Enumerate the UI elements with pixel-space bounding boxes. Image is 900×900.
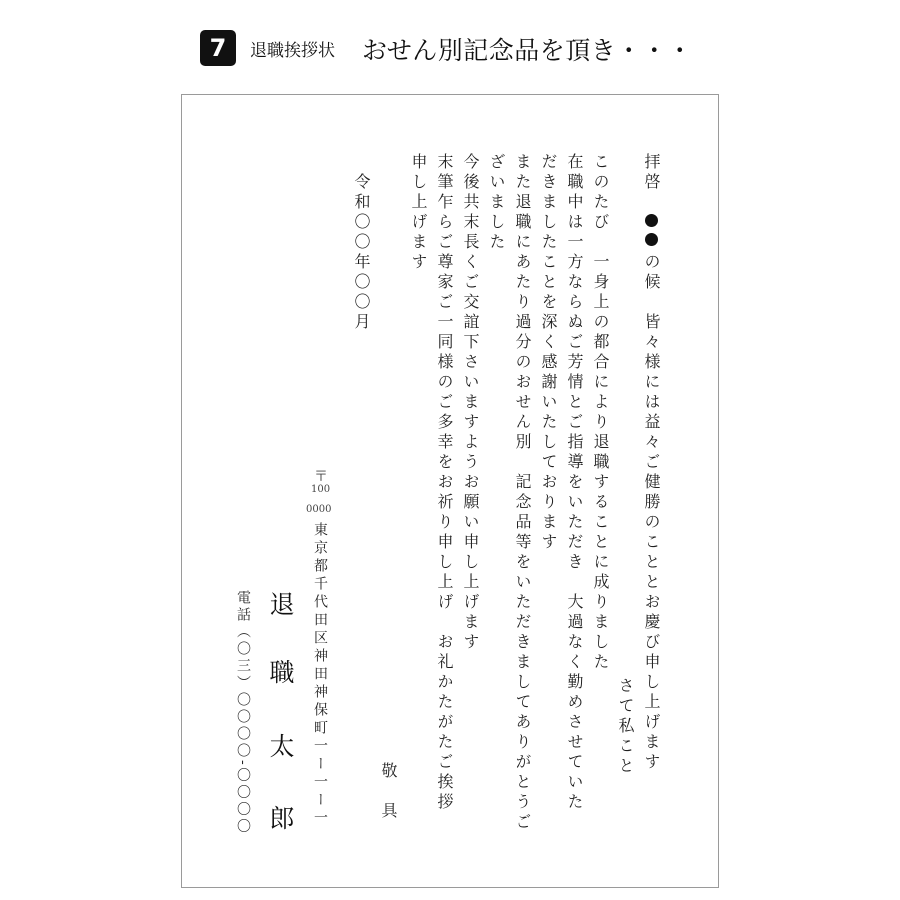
sender-name-char-2: 職 [269,658,295,687]
letter-body-line-1: このたび 一身上の都合により退職することに成りました [591,153,610,673]
letter-body-line-6: 今後共末長くご交誼下さいますようお願い申し上げます [461,153,480,653]
letter-body-line-8: 申し上げます [409,153,428,273]
date-line: 令和〇〇年〇〇月 [352,173,371,333]
letter-body-line-3: だきましたことを深く感謝いたしております [539,153,558,553]
sender-name-char-1: 退 [269,590,295,619]
item-number-badge: 7 [200,30,236,66]
greeting-opening: 拝啓 [642,153,661,193]
season-placeholder-mark-1 [645,214,658,227]
sender-address: 東京都千代田区神田神保町一ー一ー一 [312,522,328,828]
season-placeholder-mark-2 [645,233,658,246]
sender-name-char-3: 太 [269,732,295,761]
header [0,0,900,80]
template-title: おせん別記念品を頂き・・・ [362,36,693,65]
postal-code-part-1: 100 [311,484,331,495]
letter-body-line-7: 末筆乍らご尊家ご一同様のご多幸をお祈り申し上げ お礼かたがたご挨拶 [435,153,454,813]
sender-name-char-4: 郎 [269,804,295,833]
seasonal-greeting-line: の候 皆々様には益々ご健勝のこととお慶び申し上げます [642,253,661,773]
postal-mark: 〒 [314,469,328,485]
category-label: 退職挨拶状 [250,41,335,61]
transition-line: さて私こと [616,677,635,777]
sender-phone: 電話（〇三）〇〇〇〇‐〇〇〇〇 [235,590,251,836]
letter-body-line-2: 在職中は一方ならぬご芳情とご指導をいただき 大過なく勤めさせていた [565,153,584,813]
postal-code-part-2: 0000 [306,504,332,515]
closing-keigu: 敬 具 [379,762,398,822]
letter-body-line-4: また退職にあたり過分のおせん別 記念品等をいただきましてありがとうご [513,153,532,833]
letter-body-line-5: ざいました [487,153,506,253]
